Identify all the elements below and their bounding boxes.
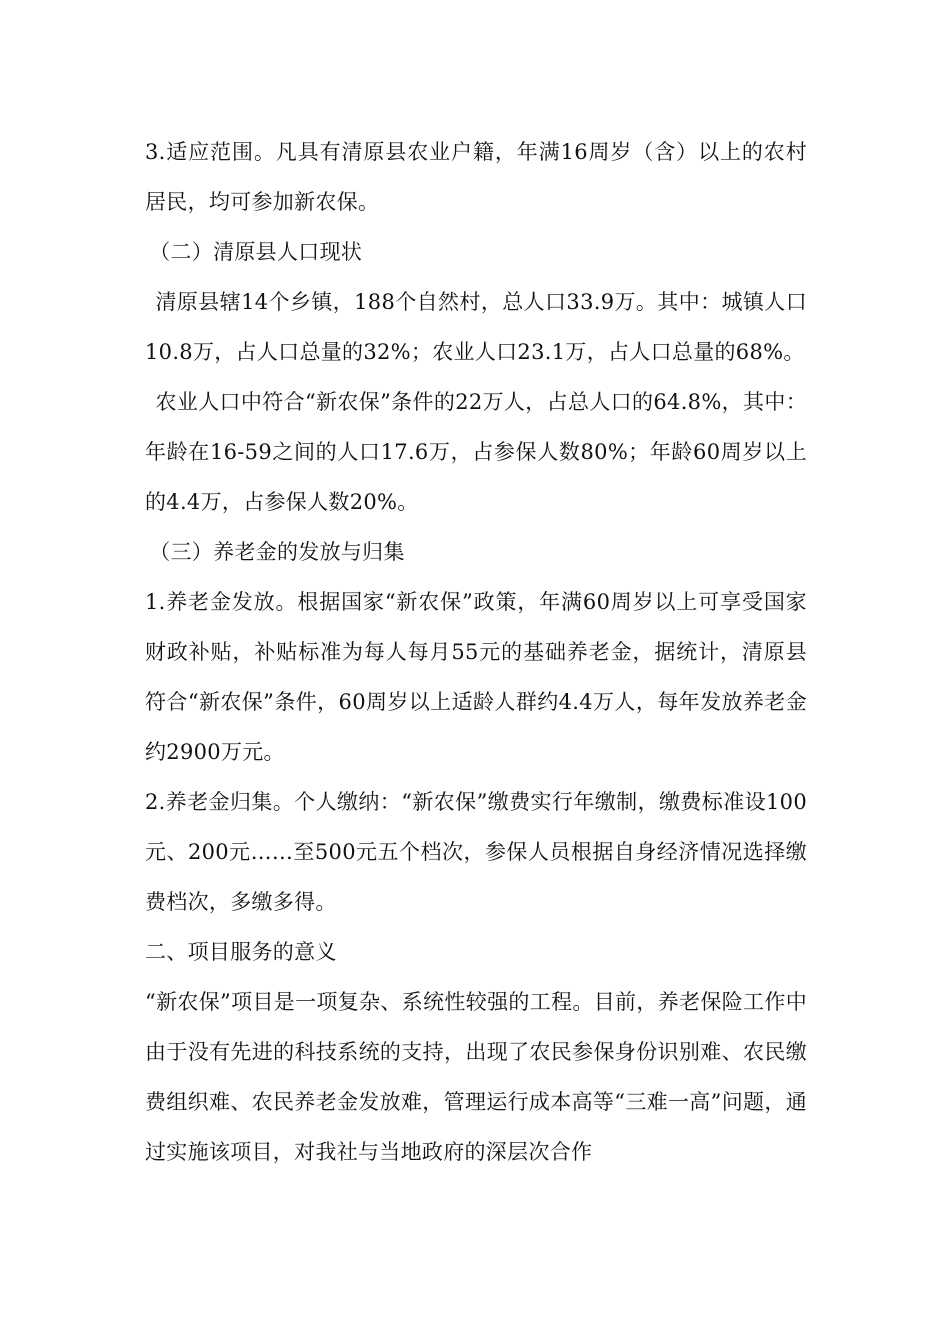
paragraph-eligible-population: 农业人口中符合“新农保”条件的22万人，占总人口的64.8%，其中：年龄在16-59之间的人口17.6万，占参保人数80%；年龄60周岁以上的4.4万，占参保人数20%。: [145, 390, 807, 514]
document-body: [145, 127, 807, 1177]
paragraph-pension-distribution: 1.养老金发放。根据国家“新农保”政策，年满60周岁以上可享受国家财政补贴，补贴标准为每人每月55元的基础养老金，据统计，清原县符合“新农保”条件，60周岁以上适龄人群约4.4万人，每年发放养老金约2900万元。: [145, 590, 807, 764]
section-heading-significance: 二、项目服务的意义: [145, 940, 337, 964]
section-heading-population: （二）清原县人口现状: [149, 240, 363, 264]
paragraph-population-overview: 清原县辖14个乡镇，188个自然村，总人口33.9万。其中：城镇人口10.8万，占人口总量的32%；农业人口23.1万，占人口总量的68%。: [145, 290, 807, 364]
paragraph-scope: 3.适应范围。凡具有清原县农业户籍，年满16周岁（含）以上的农村居民，均可参加新农保。: [145, 140, 807, 214]
section-heading-pension: （三）养老金的发放与归集: [149, 540, 405, 564]
paragraph-significance: “新农保”项目是一项复杂、系统性较强的工程。目前，养老保险工作中由于没有先进的科技系统的支持，出现了农民参保身份识别难、农民缴费组织难、农民养老金发放难，管理运行成本高等“三难一高”问题，通过实施该项目，对我社与当地政府的深层次合作: [145, 990, 807, 1164]
paragraph-pension-collection: 2.养老金归集。个人缴纳：“新农保”缴费实行年缴制，缴费标准设100元、200元……至500元五个档次，参保人员根据自身经济情况选择缴费档次，多缴多得。: [145, 790, 807, 914]
